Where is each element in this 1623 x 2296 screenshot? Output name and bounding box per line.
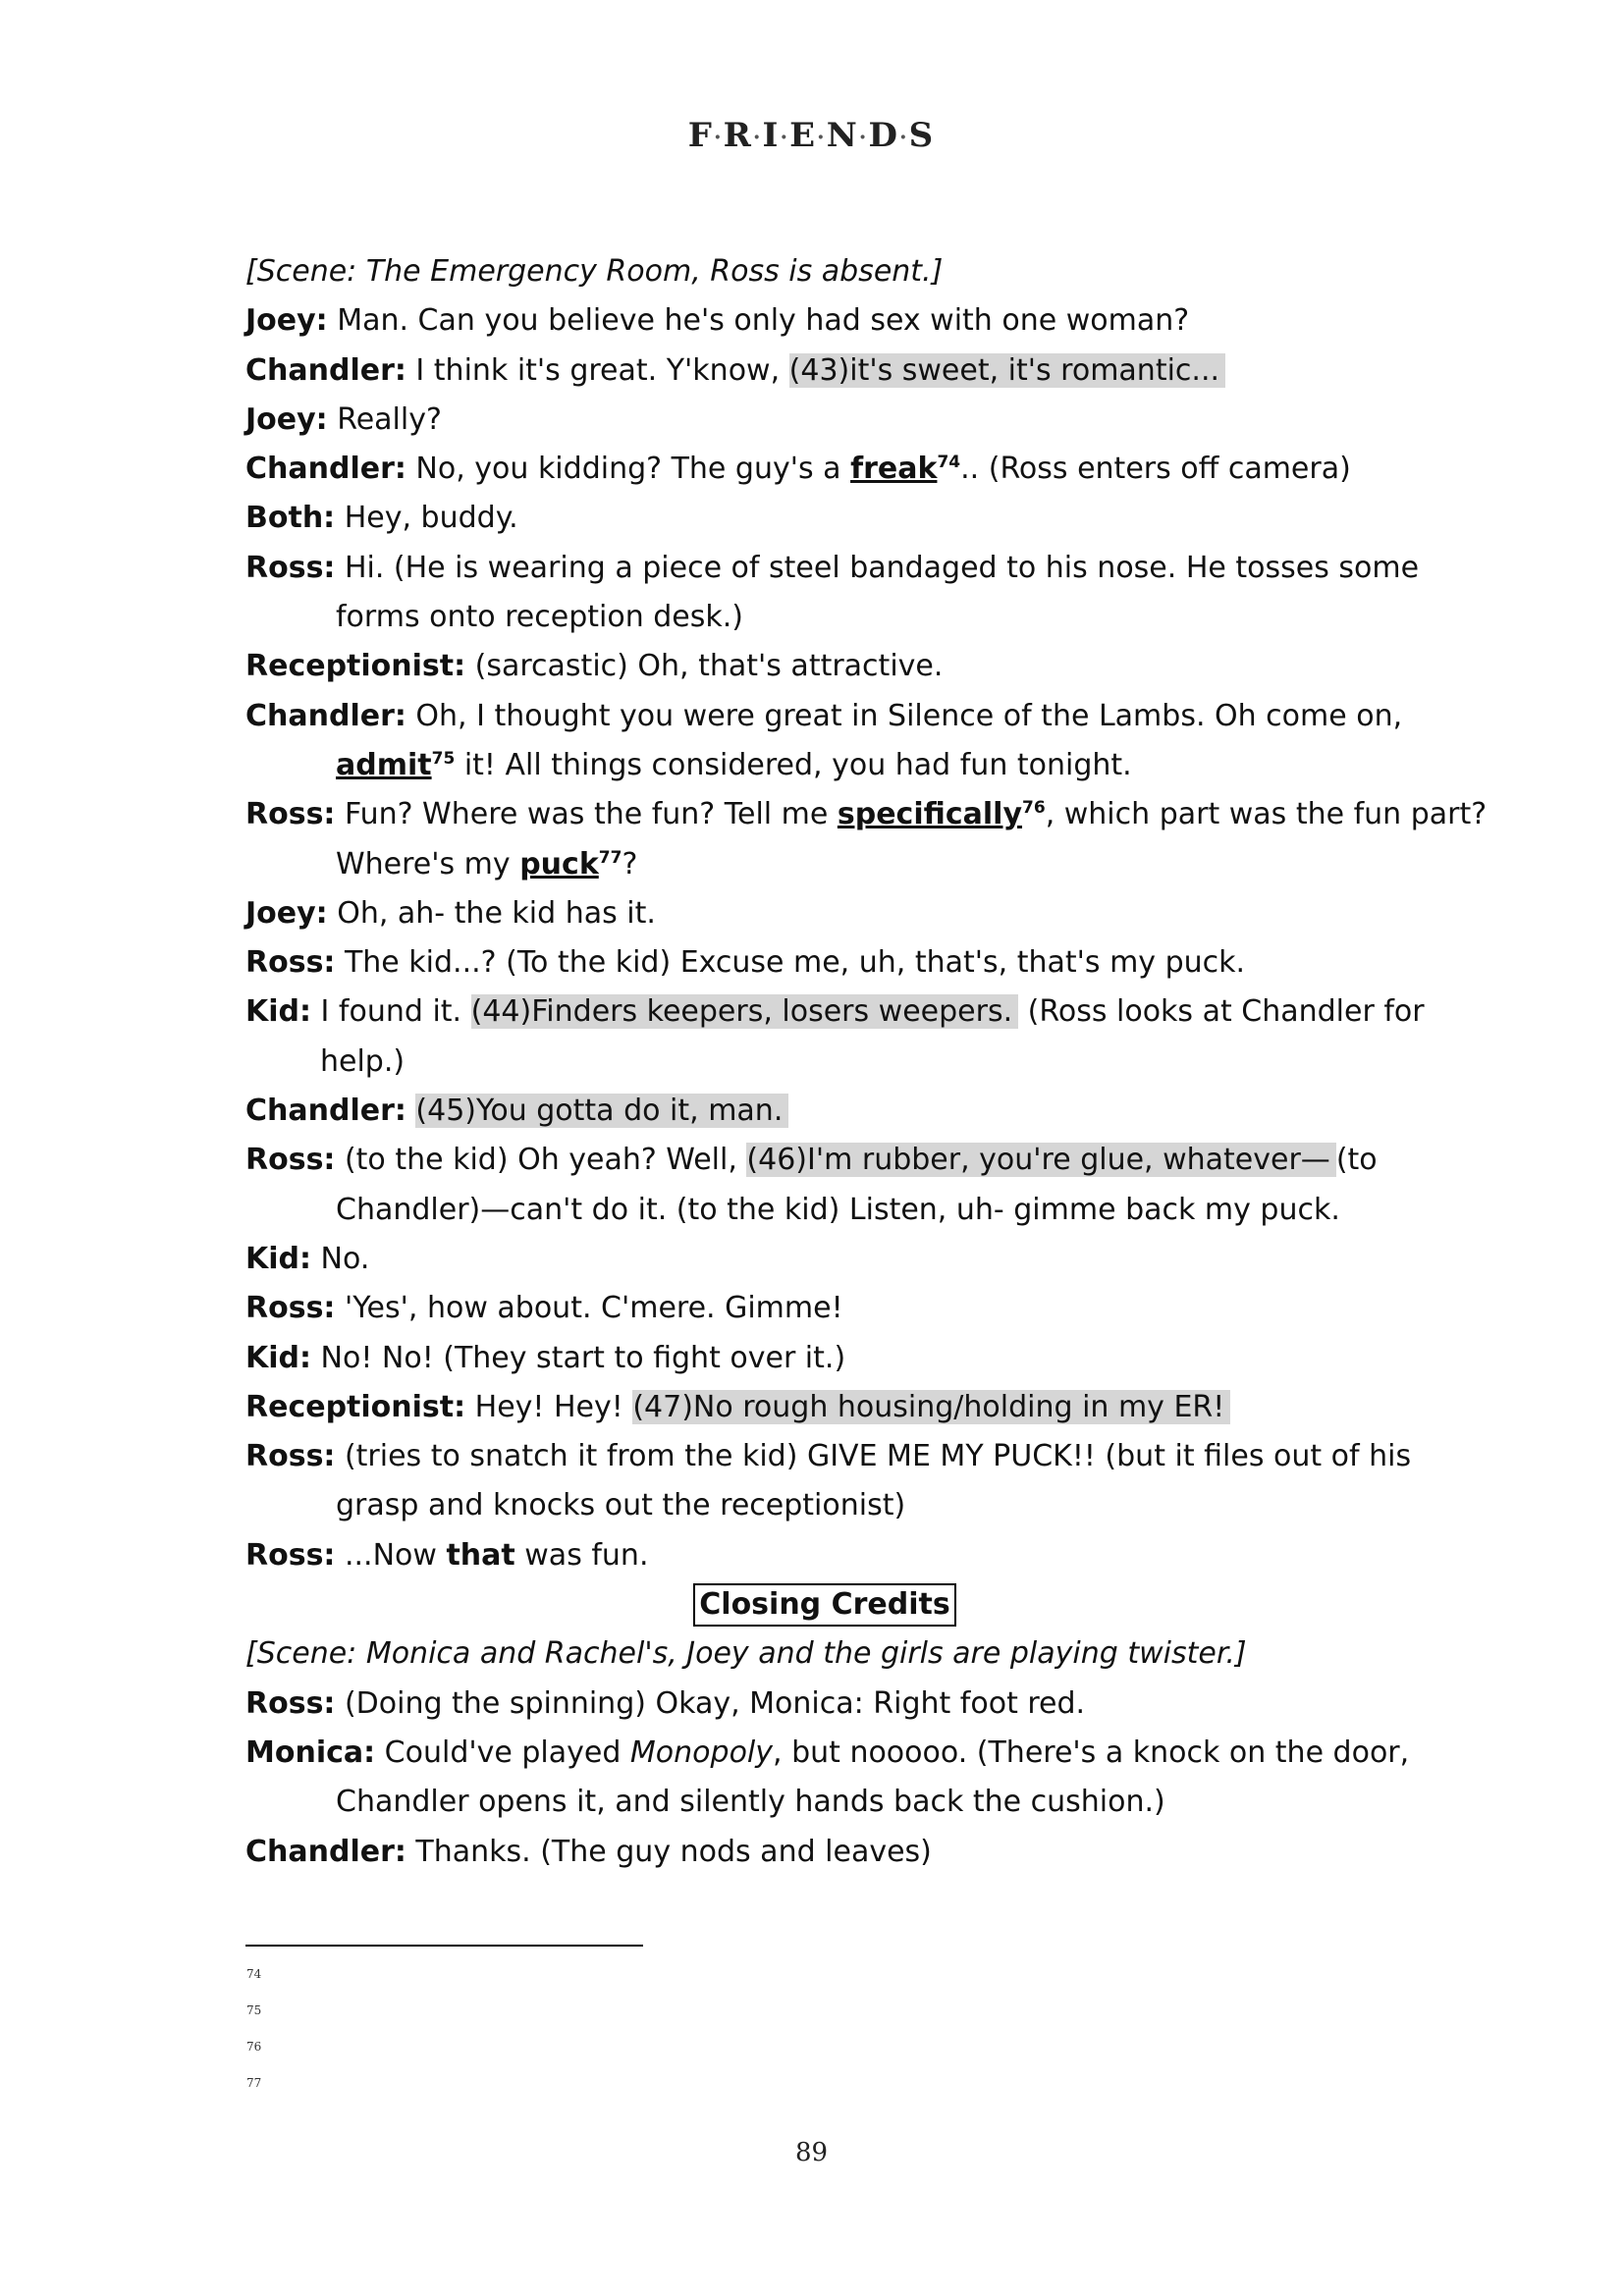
- dialogue-line: Receptionist: Hey! Hey! (47)No rough housing/holding in my ER!: [245, 1383, 1404, 1432]
- page-number: 89: [794, 2138, 829, 2167]
- vocab-word: freak: [850, 452, 938, 487]
- dialogue-line: Receptionist: (sarcastic) Oh, that's attractive.: [245, 649, 944, 684]
- dialogue-line: [245, 1087, 1404, 1136]
- speaker: Both:: [245, 501, 336, 536]
- speaker: Kid:: [245, 1340, 312, 1375]
- dialogue-continuation: help.): [320, 1043, 406, 1079]
- speaker: Kid:: [245, 1241, 312, 1276]
- script-body: [245, 247, 1488, 1877]
- dialogue-line: Kid: I found it. (44)Finders keepers, losers weepers. (Ross looks at Chandler for: [245, 994, 1425, 1030]
- dialogue-line: Ross: (tries to snatch it from the kid) GIVE ME MY PUCK!! (but it files out of his: [245, 1439, 1412, 1474]
- speaker: Chandler:: [245, 1094, 406, 1129]
- speaker: Joey:: [245, 895, 328, 931]
- speaker: Joey:: [245, 303, 328, 339]
- dialogue-line: Chandler: I think it's great. Y'know, (43)it's sweet, it's romantic...: [245, 347, 1404, 396]
- speaker: Ross:: [245, 1291, 336, 1326]
- speaker: Ross:: [245, 797, 336, 832]
- dialogue-line: Monica: Could've played Monopoly, but nooooo. (There's a knock on the door,: [245, 1735, 1410, 1770]
- footnote-ref: 76: [1022, 798, 1046, 819]
- footnote-ref: 77: [598, 847, 622, 868]
- dialogue-continuation: admit$^{75}$ it! All things considered, you had fun tonight.: [336, 747, 1132, 782]
- dialogue-line: Ross: (Doing the spinning) Okay, Monica: Right foot red.: [245, 1685, 1086, 1721]
- dialogue-line: Joey: Man. Can you believe he's only had sex with one woman?: [245, 303, 1190, 339]
- speaker: Chandler:: [245, 352, 406, 388]
- scene-direction: [Scene: The Emergency Room, Ross is absent.]: [245, 254, 944, 289]
- section-heading-row: [245, 1580, 1404, 1629]
- dialogue-continuation: Chandler opens it, and silently hands back the cushion.): [336, 1785, 1165, 1820]
- speaker: Ross:: [245, 1537, 336, 1573]
- speaker: Joey:: [245, 401, 328, 437]
- speaker: Chandler:: [245, 452, 406, 487]
- dialogue-line: Ross: The kid...? (To the kid) Excuse me, uh, that's, that's my puck.: [245, 945, 1246, 981]
- friends-logo: F·R·I·E·N·D·S: [687, 116, 936, 155]
- dialogue-line: Both: Hey, buddy.: [245, 501, 518, 536]
- speaker: Receptionist:: [245, 1389, 466, 1424]
- dialogue-line: Joey: Really?: [245, 401, 442, 437]
- highlighted-phrase: (44)Finders keepers, losers weepers.: [471, 994, 1018, 1029]
- footnote-number: 77: [246, 2076, 262, 2090]
- dialogue-line: Joey: Oh, ah- the kid has it.: [245, 895, 656, 931]
- dialogue-line: Chandler: Oh, I thought you were great in Silence of the Lambs. Oh come on,: [245, 698, 1403, 733]
- highlighted-phrase: (46)I'm rubber, you're glue, whatever—: [746, 1143, 1335, 1177]
- speaker: Receptionist:: [245, 649, 466, 684]
- footnote-ref: 74: [937, 453, 961, 473]
- footnote-number: 76: [246, 2040, 262, 2054]
- dialogue-continuation: Chandler)—can't do it. (to the kid) Listen, uh- gimme back my puck.: [336, 1192, 1340, 1227]
- dialogue-line: Ross: 'Yes', how about. C'mere. Gimme!: [245, 1291, 843, 1326]
- speaker: Ross:: [245, 1439, 336, 1474]
- speaker: Ross:: [245, 1143, 336, 1178]
- speaker: Chandler:: [245, 698, 406, 733]
- dialogue-line: Kid: No.: [245, 1241, 370, 1276]
- dialogue-line: Ross: ...Now that was fun.: [245, 1537, 649, 1573]
- dialogue-continuation: forms onto reception desk.): [336, 600, 744, 635]
- footnote-number: 75: [246, 2003, 262, 2017]
- speaker: Ross:: [245, 1685, 336, 1721]
- highlighted-phrase: (47)No rough housing/holding in my ER!: [632, 1390, 1230, 1424]
- dialogue-line: Chandler: No, you kidding? The guy's a freak$^{74}$.. (Ross enters off camera): [245, 452, 1351, 487]
- footnote-number: 74: [246, 1967, 262, 1981]
- scene-direction: [Scene: Monica and Rachel's, Joey and the girls are playing twister.]: [245, 1636, 1247, 1672]
- dialogue-line: Kid: No! No! (They start to fight over it.): [245, 1340, 846, 1375]
- dialogue-line: Chandler: Thanks. (The guy nods and leaves): [245, 1834, 932, 1869]
- speaker: Ross:: [245, 945, 336, 981]
- speaker: Ross:: [245, 550, 336, 585]
- speaker: Monica:: [245, 1735, 376, 1770]
- closing-credits-heading: Closing Credits: [693, 1583, 955, 1627]
- vocab-word: admit: [336, 747, 432, 782]
- footnote-separator: [245, 1945, 643, 1947]
- dialogue-continuation: grasp and knocks out the receptionist): [336, 1488, 906, 1523]
- dialogue-line: Ross: Hi. (He is wearing a piece of steel bandaged to his nose. He tosses some: [245, 550, 1420, 585]
- vocab-word: specifically: [837, 797, 1023, 832]
- dialogue-line: Ross: (to the kid) Oh yeah? Well, (46)I'm rubber, you're glue, whatever— (to: [245, 1143, 1378, 1178]
- dialogue-continuation: Where's my puck$^{77}$?: [336, 846, 638, 881]
- footnote-ref: 75: [431, 748, 456, 769]
- vocab-word: puck: [519, 846, 599, 881]
- speaker: Kid:: [245, 994, 312, 1030]
- speaker: Chandler:: [245, 1834, 406, 1869]
- highlighted-phrase: (43)it's sweet, it's romantic...: [789, 353, 1225, 388]
- highlighted-phrase: (45)You gotta do it, man.: [415, 1094, 788, 1128]
- dialogue-line: Ross: Fun? Where was the fun? Tell me specifically$^{76}$, which part was the fun part?: [245, 797, 1488, 832]
